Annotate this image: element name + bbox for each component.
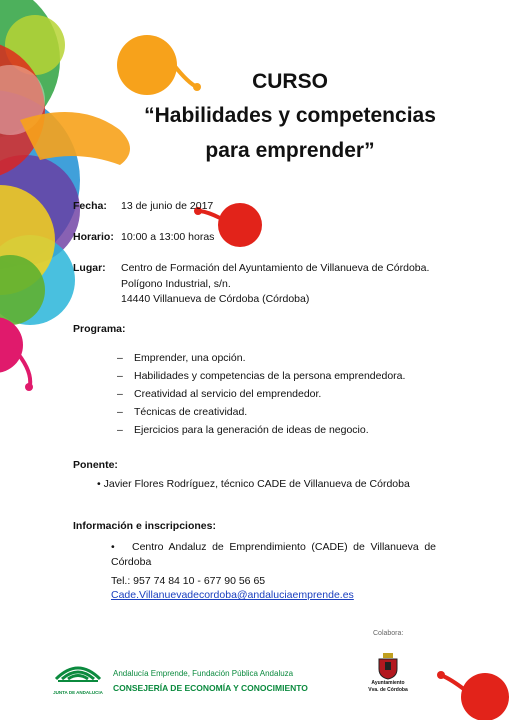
org-line1: Andalucía Emprende, Fundación Pública Andaluza [113, 669, 294, 678]
info-heading: Información e inscripciones: [73, 520, 216, 532]
horario-value: 10:00 a 13:00 horas [121, 231, 215, 243]
programa-item-text: Ejercicios para la generación de ideas de negocio. [134, 424, 369, 436]
info-email-link[interactable]: Cade.Villanuevadecordoba@andaluciaemprende.es [111, 589, 354, 601]
programa-item-text: Creatividad al servicio del emprendedor. [134, 388, 322, 400]
art-red-dot-bottom [437, 671, 445, 679]
horario-label: Horario: [73, 231, 114, 243]
ponente-heading: Ponente: [73, 459, 118, 471]
art-red-tail-bottom [443, 676, 465, 690]
dash-bullet: – [117, 370, 123, 382]
lugar-line3: 14440 Villanueva de Córdoba (Córdoba) [121, 293, 310, 305]
dash-bullet: – [117, 352, 123, 364]
lugar-line1: Centro de Formación del Ayuntamiento de Villanueva de Córdoba. [121, 262, 430, 274]
art-magenta-blob [0, 317, 23, 373]
course-label: CURSO [252, 70, 328, 93]
info-bullet: • [111, 541, 115, 553]
bullet-dot: • [97, 478, 101, 490]
art-magenta-dot [25, 383, 33, 391]
ayuntamiento-crest-icon [376, 652, 400, 680]
colabora-label: Colabora: [373, 630, 404, 637]
course-title-line1: “Habilidades y competencias [144, 104, 436, 127]
lugar-line2: Polígono Industrial, s/n. [121, 278, 231, 290]
fecha-value: 13 de junio de 2017 [121, 200, 214, 212]
art-red-blob-bottom [461, 673, 509, 720]
dash-bullet: – [117, 424, 123, 436]
ponente-name: Javier Flores Rodríguez, técnico CADE de Villanueva de Córdoba [103, 478, 410, 490]
org-line2: CONSEJERÍA DE ECONOMÍA Y CONOCIMIENTO [113, 683, 308, 693]
programa-item-text: Emprender, una opción. [134, 352, 246, 364]
lugar-label: Lugar: [73, 262, 106, 274]
dash-bullet: – [117, 406, 123, 418]
art-magenta-tail [15, 350, 30, 385]
junta-text: JUNTA DE ANDALUCIA [53, 690, 103, 695]
programa-item [117, 388, 321, 400]
junta-andalucia-logo-icon [50, 655, 106, 690]
art-red-blob [218, 203, 262, 247]
programa-item-text: Técnicas de creatividad. [134, 406, 248, 418]
programa-item [117, 352, 246, 364]
programa-item [117, 370, 405, 382]
info-center-line1: Centro Andaluz de Emprendimiento (CADE) de Villanueva de [132, 541, 436, 553]
info-phone: Tel.: 957 74 84 10 - 677 90 56 65 [111, 575, 266, 587]
ayto-line1: Ayuntamiento [371, 680, 405, 686]
programa-item-text: Habilidades y competencias de la persona emprendedora. [134, 370, 406, 382]
ayto-line2: Vva. de Córdoba [368, 687, 408, 693]
ponente-item [97, 478, 410, 490]
dash-bullet: – [117, 388, 123, 400]
programa-heading: Programa: [73, 323, 126, 335]
fecha-label: Fecha: [73, 200, 107, 212]
programa-item [117, 424, 369, 436]
programa-item [117, 406, 247, 418]
course-title-line2: para emprender” [205, 139, 375, 162]
art-red-tail [200, 211, 220, 218]
info-center-line2: Córdoba [111, 556, 152, 568]
